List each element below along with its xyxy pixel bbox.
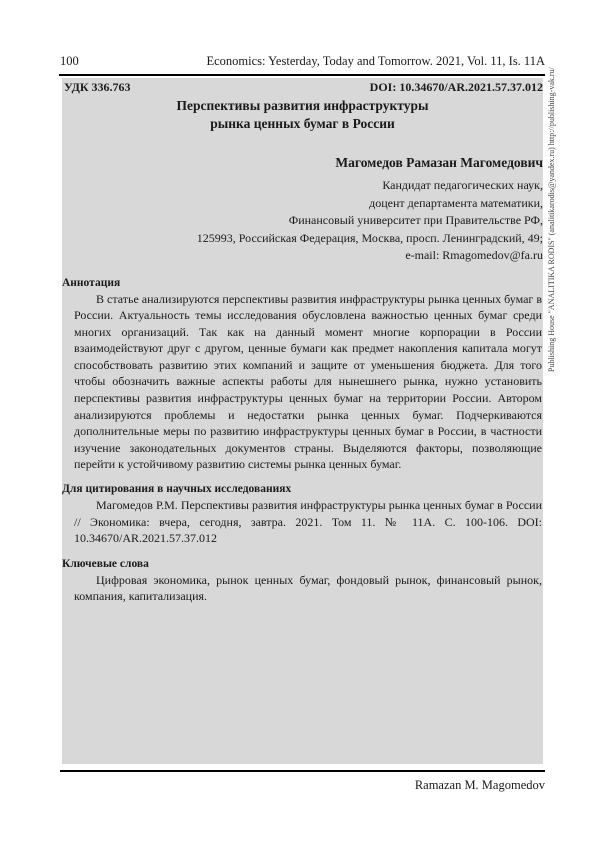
- article-summary-box: [62, 78, 543, 764]
- udk-doi-row: [62, 79, 543, 95]
- journal-citation: Economics: Yesterday, Today and Tomorrow. 2021, Vol. 11, Is. 11A: [206, 54, 545, 68]
- title-line: рынка ценных бумаг в России: [210, 116, 395, 131]
- publisher-side-note: Publishing House "ANALITIKA RODIS" (analitikarodis@yandex.ru) http://publishing-vak.ru/: [547, 67, 556, 372]
- citation-heading: Для цитирования в научных исследованиях: [62, 483, 292, 496]
- affiliation-line: Кандидат педагогических наук,: [382, 178, 543, 192]
- doi: DOI: 10.34670/AR.2021.57.37.012: [369, 80, 543, 94]
- author-email[interactable]: e-mail: Rmagomedov@fa.ru: [405, 248, 543, 262]
- keywords-section: [62, 556, 543, 605]
- abstract-text: В статье анализируются перспективы развития инфраструктуры рынка ценных бумаг в России. Актуальность темы исследования обусловлена важностью ценных бумаг среди многих организаций. Так как на данный момент многие корпорации в России взаимодействуют друг с другом, ценные бумаги как предмет накопления капитала могут способствовать развитию этих компаний и защите от уменьшения бюджета. Для того чтобы обозначить важные аспекты работы для нынешнего рынка, нужно установить перспективы развития инфраструктуры ценных бумаг на территории России. Автором анализируются проблемы и недостатки рынка ценных бумаг. Подчеркиваются дополнительные меры по развитию инфраструктуры ценных бумаг в России, в частности изучение законодательных документов страны. Выделяются факторы, позволяющие перейти к устойчивому развитию системы рынка ценных бумаг.: [74, 291, 542, 472]
- udk-code: УДК 336.763: [64, 80, 131, 94]
- bottom-rule: [60, 770, 545, 772]
- article-title: [62, 97, 543, 133]
- keywords-heading: Ключевые слова: [62, 557, 149, 570]
- affiliation-line: Финансовый университет при Правительстве РФ,: [288, 213, 543, 227]
- running-foot-author: Ramazan M. Magomedov: [414, 778, 545, 792]
- abstract-section: [62, 275, 543, 474]
- abstract-heading: Аннотация: [62, 276, 121, 289]
- page-number: 100: [60, 54, 79, 68]
- author-name: Магомедов Рамазан Магомедович: [335, 155, 543, 170]
- keywords-text: Цифровая экономика, рынок ценных бумаг, фондовый рынок, финансовый рынок, компания, капитализация.: [74, 572, 542, 604]
- affiliation-line: доцент департамента математики,: [369, 195, 543, 210]
- affiliation-line: 125993, Российская Федерация, Москва, просп. Ленинградский, 49;: [196, 230, 543, 245]
- top-rule: [59, 74, 545, 76]
- citation-section: [62, 481, 543, 547]
- citation-text: Магомедов Р.М. Перспективы развития инфраструктуры рынка ценных бумаг в России // Экономика: вчера, сегодня, завтра. 2021. Том 11. № 11А. С. 100-106. DOI: 10.34670/AR.2021.57.37.012: [74, 498, 542, 546]
- author-affiliation: [62, 177, 543, 265]
- running-head: [60, 52, 545, 70]
- title-line: Перспективы развития инфраструктуры: [176, 98, 429, 113]
